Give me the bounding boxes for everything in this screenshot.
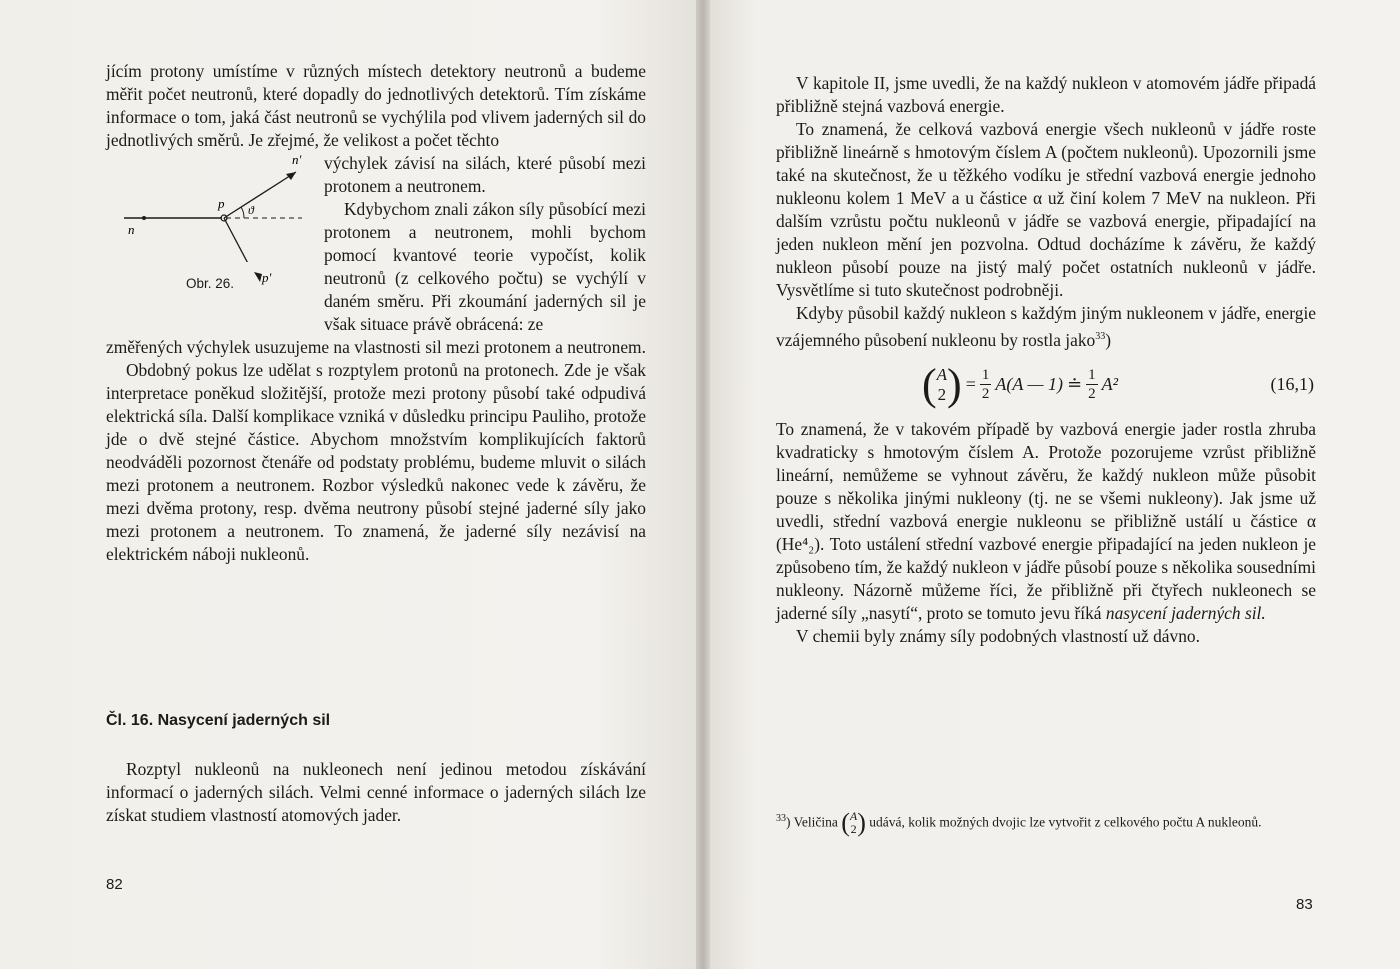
paragraph: V kapitole II, jsme uvedli, že na každý nukleon v atomovém jádře připadá přibližně stejná vazbová energie. — [776, 73, 1316, 116]
paragraph: Rozptyl nukleonů na nukleonech není jedinou metodou získávání informací o jaderných silách. Velmi cenné informace o jaderných silách lze získat studiem vlastností atomových jader. — [106, 759, 646, 825]
left-text-block — [106, 60, 646, 566]
approx-sign: ≐ — [1067, 374, 1083, 395]
paragraph: To znamená, že celková vazbová energie všech nukleonů v jádře roste přibližně lineárně s hmotovým číslem A (počtem nukleonů). Upozornili jsme také na skutečnost, že u těžkého vodíku je střední vazbová energie jednoho nukleonu kolem 1 MeV a u částice α už činí kolem 7 MeV na nukleon. Při dalším vzrůstu počtu nukleonů v jádře se vazbová energie, připadající na jeden nukleon mění jen pozvolna. Odtud docházíme k závěru, že každý nukleon působí pouze na jistý malý počet ostatních nukleonů v jádře. Vysvětlíme si tuto skutečnost podrobněji. — [776, 119, 1316, 300]
figure-caption: Obr. 26. — [186, 276, 235, 291]
binom-top: A — [849, 809, 858, 824]
right-page — [700, 0, 1400, 969]
equation-tail: A² — [1101, 374, 1119, 395]
text-span: Kdyby působil každý nukleon s každým jiným nukleonem v jádře, energie vzájemného působení nukleonu by rostla jako — [776, 303, 1316, 350]
paragraph: změřených výchylek usuzujeme na vlastnosti sil mezi protonem a neutronem. — [106, 337, 646, 357]
figure-wrap — [106, 152, 646, 336]
binom-bottom: 2 — [850, 822, 857, 837]
label-n: n — [128, 222, 135, 237]
italic-term: nasycení jaderných sil. — [1105, 602, 1266, 623]
fraction-denominator: 2 — [981, 386, 990, 403]
book-gutter — [696, 0, 710, 969]
footnote — [776, 802, 1316, 840]
footnote-ref: 33 — [1095, 331, 1106, 342]
paragraph: Kdybychom znali zákon síly působící mezi protonem a neutronem, mohli bychom pomocí kvantové teorie vypočíst, kolik neutronů (z celkového počtu) se vychýlí v daném směru. Při zkoumání jaderných sil je však situace právě obrácená: ze — [324, 199, 646, 334]
figure-side-text — [324, 152, 646, 336]
paragraph — [776, 302, 1316, 352]
equals-sign: = — [965, 374, 976, 395]
binom-top: A — [936, 364, 948, 384]
label-theta: ϑ — [248, 203, 254, 217]
footnote-binomial: ( A 2 ) — [841, 808, 866, 838]
text-span: ) — [1105, 329, 1112, 350]
binom-bottom: 2 — [937, 384, 947, 404]
equation-16-1 — [776, 352, 1316, 418]
text-span: To znamená, že v takovém případě by vazbová energie jader rostla zhruba kvadraticky s hmotovým číslem A. Protože pozorujeme vzrůst přibližně lineární, nemůžeme se vyhnout závěru, že každý nukleon může působit pouze s několika jinými nukleony (tj. ne se všemi nukleony). Jak jsme už uvedli, střední vazbová energie nukleonu se přibližně ustálí u částice α (He⁴₂). Toto ustálení střední vazbové energie připadající na jeden nukleon je způsobeno tím, že každý nukleon v jádře působí pouze s několika sousedními nukleony. Názorně můžeme říci, že přibližně při čtyřech nukleonech se jaderné síly „nasytí“, proto se tomuto jevu říká — [776, 418, 1316, 623]
paragraph: Obdobný pokus lze udělat s rozptylem protonů na protonech. Zde je však interpretace poněkud složitější, protože mezi protony působí také odpudivá elektrická síla. Další komplikace vzniká v důsledku principu Pauliho, protože jde o dvě stejné částice. Abychom množstvím komplikujících faktorů neodváděli pozornost čtenáře od podstaty problému, budeme mluvit o silách mezi protonem a neutronem. Rozbor výsledků nakonec vede k závěru, že mezi dvěma protony, resp. dvěma neutrony působí stejné jaderné síly jako mezi protonem a neutronem. To znamená, že jaderné síly nezávisí na elektrickém náboji nukleonů. — [106, 360, 646, 564]
equation-middle: A(A — 1) — [995, 374, 1064, 395]
figure-26 — [106, 152, 324, 336]
fraction-denominator: 2 — [1088, 386, 1096, 403]
footnote-mark: 33 — [776, 813, 786, 824]
equation-expression — [922, 359, 1119, 409]
right-text-block — [776, 72, 1316, 648]
fraction-numerator: 1 — [1088, 367, 1096, 384]
equation-number: (16,1) — [1270, 374, 1314, 395]
fraction — [1086, 366, 1098, 403]
page-number: 82 — [106, 876, 123, 893]
footnote-before: ) Veličina — [786, 814, 838, 830]
binomial: ( A 2 ) — [922, 359, 962, 409]
footnote-after: udává, kolik možných dvojic lze vytvořit z celkového počtu A nukleonů. — [869, 814, 1262, 830]
label-p: p — [218, 196, 225, 211]
paragraph: V chemii byly známy síly podobných vlastností už dávno. — [796, 625, 1200, 646]
paragraph: výchylek závisí na silách, které působí mezi protonem a neutronem. — [324, 153, 646, 196]
fraction-numerator: 1 — [981, 367, 990, 384]
fraction — [980, 366, 992, 403]
paragraph: jícím protony umístíme v různých místech detektory neutronů a budeme měřit počet neutronů, které dopadly do jednotlivých detektorů. Tím získáme informace o tom, jaká část neutronů se vychýlila pod vlivem jaderných sil do jednotlivých směrů. Je zřejmé, že velikost a počet těchto — [106, 61, 646, 150]
section-heading: Čl. 16. Nasycení jaderných sil — [106, 712, 331, 729]
left-text-block-bottom — [106, 758, 646, 827]
p-prime-arrow — [242, 260, 282, 300]
label-p-prime: p′ — [262, 270, 272, 285]
paragraph — [776, 418, 1316, 625]
page-number: 83 — [1296, 896, 1313, 913]
label-n-prime: n′ — [292, 152, 302, 167]
scattering-diagram — [116, 142, 316, 262]
